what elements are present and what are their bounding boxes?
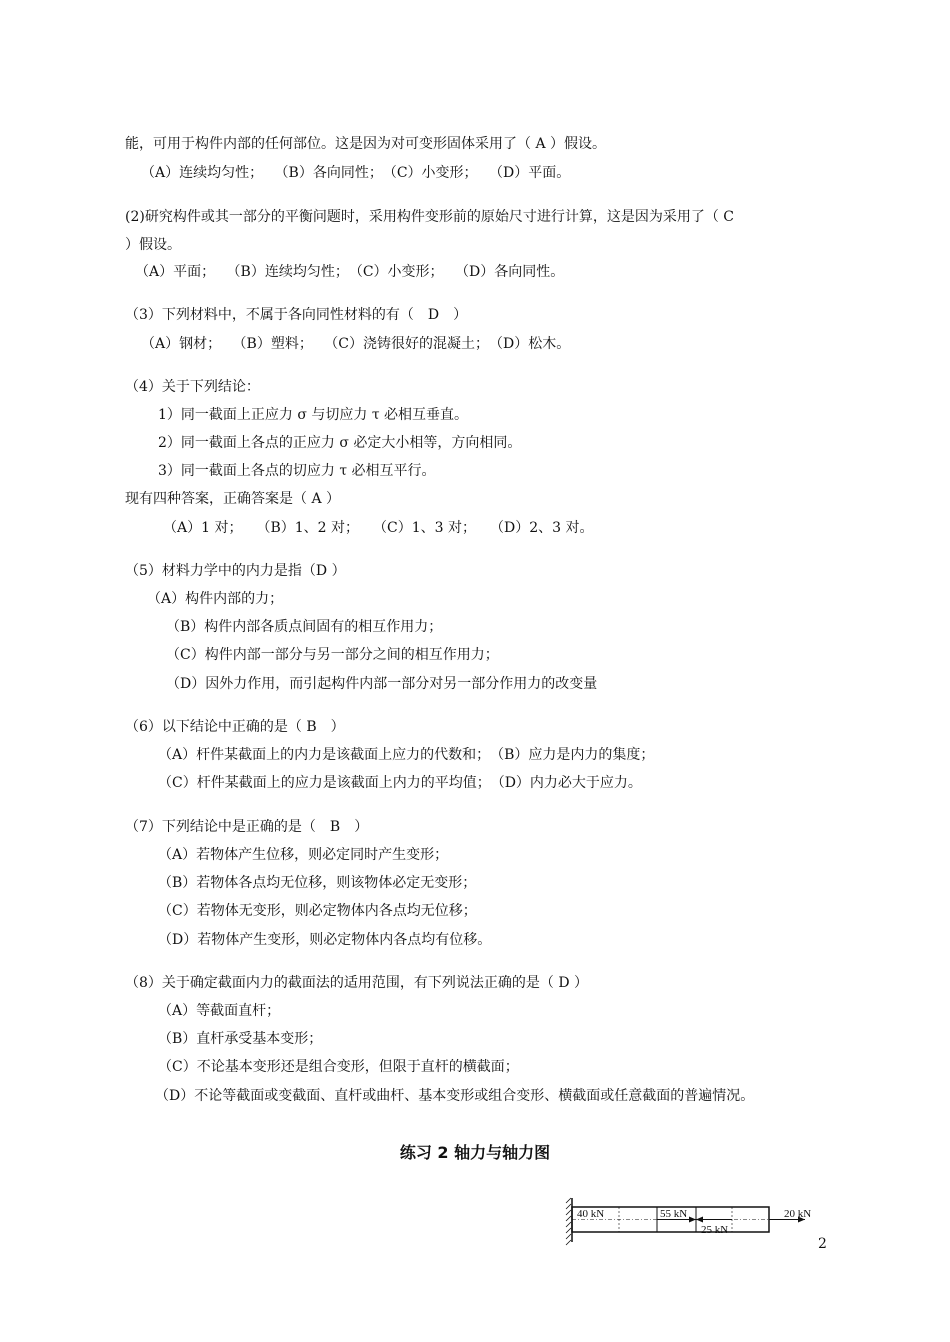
question-5: （5）材料力学中的内力是指（D ） (125, 563, 346, 579)
page-number: 2 (818, 1236, 827, 1252)
question-2: (2)研究构件或其一部分的平衡问题时，采用构件变形前的原始尺寸进行计算，这是因为采用了（ C (125, 209, 734, 225)
statement-1: 1）同一截面上正应力 σ 与切应力 τ 必相互垂直。 (158, 407, 469, 423)
options-line: （A）钢材； （B）塑料； （C）浇铸很好的混凝土； （D）松木。 (141, 336, 571, 352)
load-label-20kn: 20 kN (784, 1208, 812, 1220)
option-d: （D）因外力作用，而引起构件内部一部分对另一部分作用力的改变量 (166, 676, 598, 692)
axial-bar-diagram (565, 1196, 825, 1246)
options-line: （A）1 对； （B）1、2 对； （C）1、3 对； （D）2、3 对。 (163, 520, 594, 536)
arrow-55kn-head (689, 1217, 696, 1223)
question-7: （7）下列结论中是正确的是（ B ） (125, 819, 369, 835)
options-line: （A）杆件某截面上的内力是该截面上应力的代数和； （B）应力是内力的集度； (158, 747, 655, 763)
question-3: （3）下列材料中，不属于各向同性材料的有（ D ） (125, 307, 468, 323)
statement-2: 2）同一截面上各点的正应力 σ 必定大小相等，方向相同。 (158, 435, 522, 451)
question-6: （6）以下结论中正确的是（ B ） (125, 719, 345, 735)
text-line: ）假设。 (125, 237, 181, 253)
option-b: （B）直杆承受基本变形； (158, 1031, 323, 1047)
statement-3: 3）同一截面上各点的切应力 τ 必相互平行。 (158, 463, 436, 479)
load-label-25kn: 25 kN (701, 1224, 729, 1236)
option-a: （A）若物体产生位移，则必定同时产生变形； (158, 847, 449, 863)
option-c: （C）若物体无变形，则必定物体内各点均无位移； (158, 903, 477, 919)
wall-hatch (566, 1198, 571, 1245)
option-b: （B）若物体各点均无位移，则该物体必定无变形； (158, 875, 477, 891)
option-a: （A）构件内部的力； (147, 591, 284, 607)
options-line: （A）平面； （B）连续均匀性； （C）小变形； （D）各向同性。 (135, 264, 565, 280)
option-c: （C）不论基本变形还是组合变形，但限于直杆的横截面； (158, 1059, 519, 1075)
load-label-55kn: 55 kN (660, 1208, 688, 1220)
option-b: （B）构件内部各质点间固有的相互作用力； (166, 619, 443, 635)
option-c: （C）构件内部一部分与另一部分之间的相互作用力； (166, 647, 499, 663)
arrow-25kn-head (696, 1217, 703, 1223)
text-line: 能，可用于构件内部的任何部位。这是因为对可变形固体采用了（ A ）假设。 (125, 136, 607, 152)
section-title: 练习 2 轴力与轴力图 (399, 1143, 551, 1162)
options-line: （C）杆件某截面上的应力是该截面上内力的平均值； （D）内力必大于应力。 (158, 775, 642, 791)
options-line: （A）连续均匀性； （B）各向同性； （C）小变形； （D）平面。 (141, 165, 571, 181)
question-8: （8）关于确定截面内力的截面法的适用范围，有下列说法正确的是（ D ） (125, 975, 589, 991)
question-4: （4）关于下列结论： (125, 379, 260, 395)
option-d: （D）不论等截面或变截面、直杆或曲杆、基本变形或组合变形、横截面或任意截面的普遍情况。 (155, 1088, 755, 1104)
text-line: 现有四种答案，正确答案是（ A ） (125, 491, 341, 507)
load-label-40kn: 40 kN (577, 1208, 605, 1220)
option-d: （D）若物体产生变形，则必定物体内各点均有位移。 (158, 932, 492, 948)
option-a: （A）等截面直杆； (158, 1003, 281, 1019)
